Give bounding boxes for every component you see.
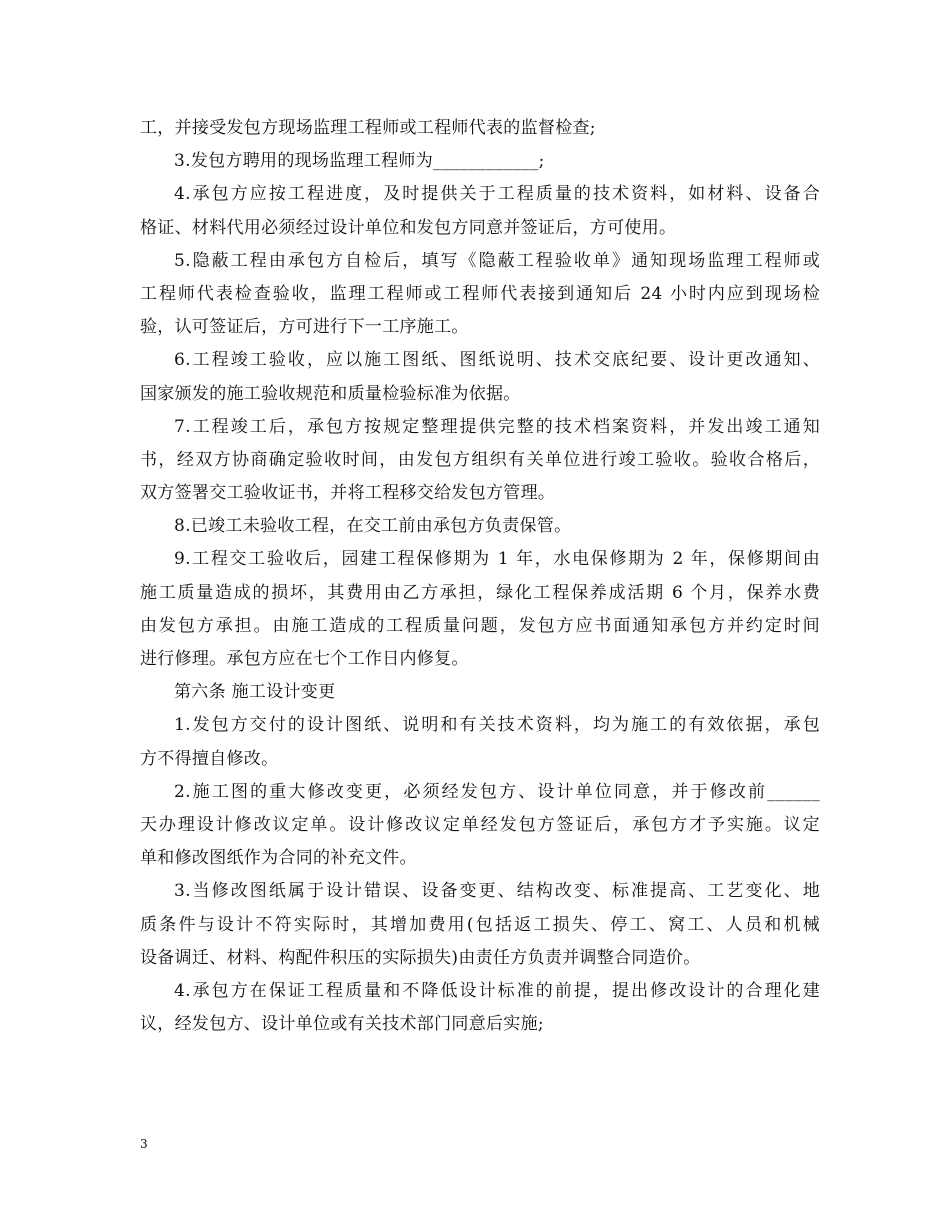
- text-line: 3.当修改图纸属于设计错误、设备变更、结构改变、标准提高、工艺变化、地: [174, 881, 820, 902]
- text-line: 国家颁发的施工验收规范和质量检验标准为依据。: [140, 383, 521, 404]
- document-body: [140, 112, 820, 1041]
- text-line: 验，认可签证后，方可进行下一工序施工。: [140, 317, 469, 338]
- text-line: 4.承包方应按工程进度，及时提供关于工程质量的技术资料，如材料、设备合: [174, 184, 820, 205]
- text-line: 单和修改图纸作为合同的补充文件。: [140, 848, 417, 869]
- text-line: 方不得擅自修改。: [140, 748, 279, 769]
- text-line: 进行修理。承包方应在七个工作日内修复。: [140, 649, 469, 669]
- text-line: 1.发包方交付的设计图纸、说明和有关技术资料，均为施工的有效依据，承包: [174, 715, 820, 736]
- text-line: 2.施工图的重大修改变更，必须经发包方、设计单位同意，并于修改前______: [174, 781, 820, 802]
- page-number: 3: [140, 1137, 148, 1151]
- text-line: 质条件与设计不符实际时，其增加费用(包括返工损失、停工、窝工、人员和机械: [140, 914, 820, 935]
- text-line: 由发包方承担。由施工造成的工程质量问题，发包方应书面通知承包方并约定时间: [140, 615, 820, 636]
- text-line: 5.隐蔽工程由承包方自检后，填写《隐蔽工程验收单》通知现场监理工程师或: [174, 250, 820, 271]
- text-line: 书，经双方协商确定验收时间，由发包方组织有关单位进行竣工验收。验收合格后，: [140, 449, 820, 470]
- text-line: 6.工程竣工验收，应以施工图纸、图纸说明、技术交底纪要、设计更改通知、: [174, 350, 820, 371]
- text-line: 8.已竣工未验收工程，在交工前由承包方负责保管。: [174, 516, 572, 537]
- text-line: 施工质量造成的损坏，其费用由乙方承担，绿化工程保养成活期 6 个月，保养水费: [140, 582, 820, 603]
- text-line: 9.工程交工验收后，园建工程保修期为 1 年，水电保修期为 2 年，保修期间由: [174, 549, 820, 570]
- text-line: 格证、材料代用必须经过设计单位和发包方同意并签证后，方可使用。: [140, 217, 677, 238]
- section-heading: 第六条 施工设计变更: [174, 682, 336, 703]
- text-line: 3.发包方聘用的现场监理工程师为____________;: [174, 151, 545, 172]
- text-line: 双方签署交工验收证书，并将工程移交给发包方管理。: [140, 483, 556, 504]
- text-line: 工，并接受发包方现场监理工程师或工程师代表的监督检查;: [140, 118, 596, 138]
- text-line: 4.承包方在保证工程质量和不降低设计标准的前提，提出修改设计的合理化建: [174, 980, 820, 1001]
- text-line: 工程师代表检查验收，监理工程师或工程师代表接到通知后 24 小时内应到现场检: [140, 283, 820, 304]
- text-line: 7.工程竣工后，承包方按规定整理提供完整的技术档案资料，并发出竣工通知: [174, 416, 820, 437]
- text-line: 设备调迁、材料、构配件积压的实际损失)由责任方负责并调整合同造价。: [140, 947, 701, 968]
- text-line: 议，经发包方、设计单位或有关技术部门同意后实施;: [140, 1014, 544, 1035]
- text-line: 天办理设计修改议定单。设计修改议定单经发包方签证后，承包方才予实施。议定: [140, 814, 820, 835]
